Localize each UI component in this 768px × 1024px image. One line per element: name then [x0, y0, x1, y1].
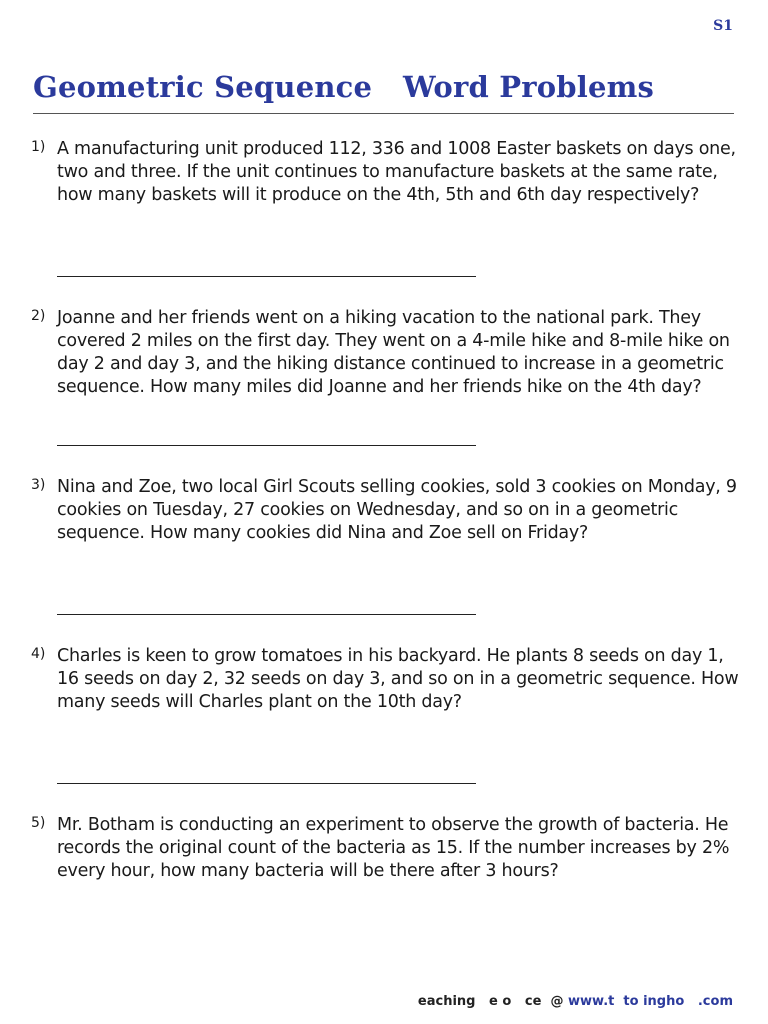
problem-number: 4) — [31, 646, 46, 662]
problem-number: 1) — [31, 139, 46, 155]
problem-text: Mr. Botham is conducting an experiment to observe the growth of bacteria. He records the original count of the bacteria as 15. If the number increases by 2% every hour, how many bacteria will be there after 3 hours? — [57, 815, 730, 881]
problem-text: A manufacturing unit produced 112, 336 and 1008 Easter baskets on days one, two and three. If the unit continues to manufacture baskets at the same rate, how many baskets will it produce on the 4th, 5th and 6th day respectively? — [57, 139, 736, 205]
problem-number: 2) — [31, 308, 46, 324]
page-title: Geometric Sequence Word Problems — [33, 70, 655, 104]
problem-text: Nina and Zoe, two local Girl Scouts selling cookies, sold 3 cookies on Monday, 9 cookies on Tuesday, 27 cookies on Wednesday, and so on in a geometric sequence. How many cookies did Nina and Zoe sell on Friday? — [57, 477, 737, 543]
footer-website-link[interactable]: www.t to ingho .com — [568, 994, 733, 1009]
answer-line[interactable] — [57, 445, 476, 446]
footer-credit-text: eaching e o ce @ — [417, 994, 569, 1009]
answer-line[interactable] — [57, 276, 476, 277]
sheet-code: S1 — [713, 18, 733, 34]
problem-number: 5) — [31, 815, 46, 831]
footer-credit — [418, 994, 733, 1009]
answer-line[interactable] — [57, 614, 476, 615]
problem-number: 3) — [31, 477, 46, 493]
problem-text: Charles is keen to grow tomatoes in his backyard. He plants 8 seeds on day 1, 16 seeds on day 2, 32 seeds on day 3, and so on in a geometric sequence. How many seeds will Charles plant on the 10th day? — [57, 646, 739, 712]
title-divider — [33, 113, 734, 114]
problem-text: Joanne and her friends went on a hiking vacation to the national park. They covered 2 miles on the first day. They went on a 4-mile hike and 8-mile hike on day 2 and day 3, and the hiking distance continued to increase in a geometric sequence. How many miles did Joanne and her friends hike on the 4th day? — [57, 308, 730, 397]
answer-line[interactable] — [57, 783, 476, 784]
